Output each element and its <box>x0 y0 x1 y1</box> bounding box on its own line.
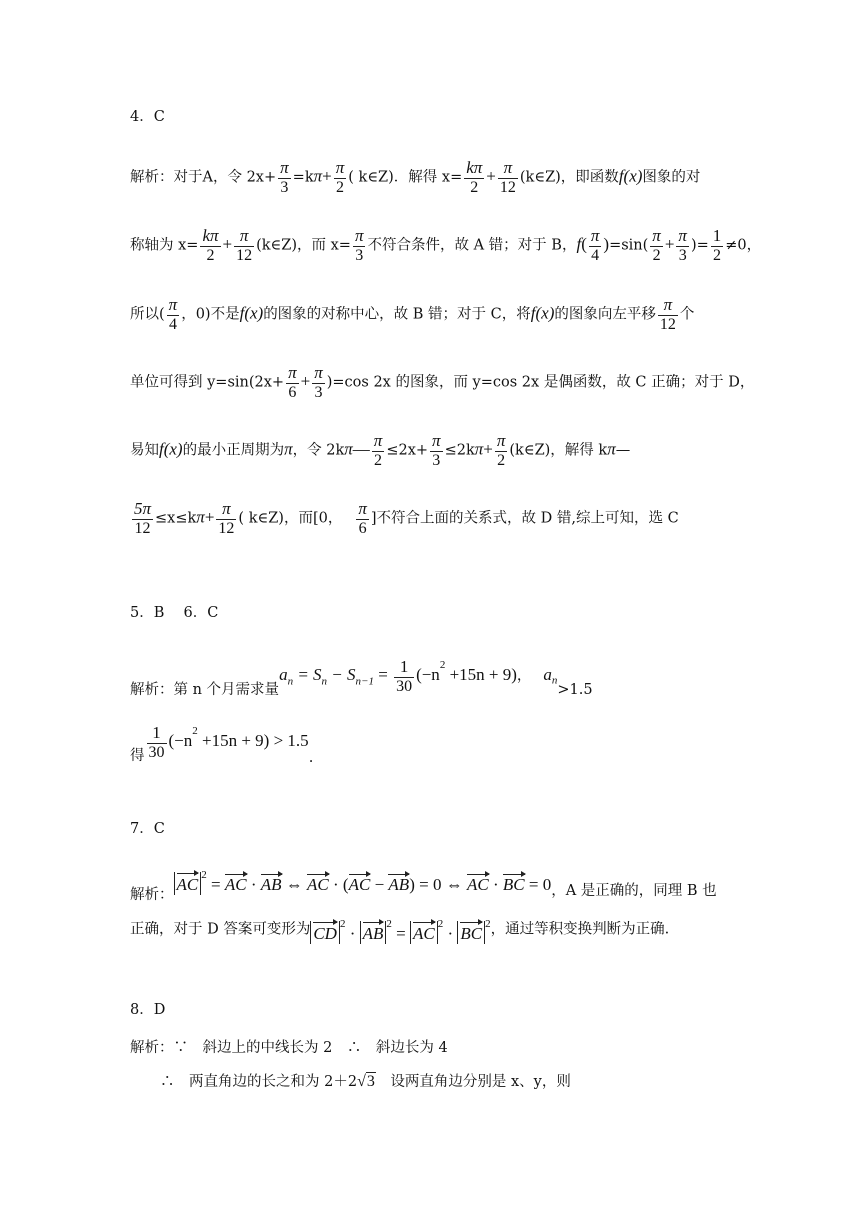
text: = S <box>293 665 322 684</box>
fraction <box>658 295 678 334</box>
denominator: 2 <box>334 178 347 197</box>
abs-bars <box>457 921 485 944</box>
numerator: π <box>354 226 364 245</box>
text: = 0 <box>524 875 552 894</box>
plus-sign: + <box>204 507 215 527</box>
q8-header: 8．D <box>130 1002 166 1018</box>
numerator: 5π <box>134 499 152 518</box>
exponent: 2 <box>192 725 198 737</box>
numerator: π <box>590 226 600 245</box>
exponent: 2 <box>437 918 444 930</box>
text: (k∈Z)，即函数 <box>519 169 619 186</box>
exponent: 2 <box>386 918 392 930</box>
q56-header: 5．B 6．C <box>130 605 219 621</box>
function-fx: f(x) <box>530 303 555 323</box>
text: =k <box>292 169 314 186</box>
denominator: 30 <box>148 743 165 761</box>
denominator: 6 <box>356 519 369 538</box>
function-fx: f(x) <box>159 439 183 459</box>
text: · <box>488 875 503 894</box>
pi-symbol: π <box>607 439 616 459</box>
text: ( k∈Z)．解得 x= <box>348 169 463 186</box>
text: · <box>328 875 343 894</box>
denominator: 2 <box>200 246 220 265</box>
text: =sin( <box>609 237 649 254</box>
fraction <box>200 226 220 265</box>
denominator: 3 <box>353 246 366 265</box>
denominator: 12 <box>132 519 153 538</box>
function-fx: f(x) <box>239 303 264 323</box>
denominator: 12 <box>499 179 516 196</box>
plus-sign: + <box>222 234 233 254</box>
text: − S <box>327 665 356 684</box>
numerator: kπ <box>466 158 483 177</box>
text: 设两直角边分别是 x、y，则 <box>375 1074 571 1090</box>
q7-header: 7．C <box>130 821 165 837</box>
fraction <box>372 431 385 470</box>
plus-sign: + <box>300 371 311 391</box>
var-a: a <box>279 665 288 684</box>
denominator: 2 <box>650 246 663 265</box>
numerator: π <box>663 295 673 314</box>
text: ， <box>516 667 532 684</box>
exponent: 2 <box>339 918 346 930</box>
fraction <box>589 226 602 265</box>
fraction <box>650 226 663 265</box>
denominator: 3 <box>312 383 325 402</box>
text: ，通过等积变换判断为正确. <box>490 921 670 938</box>
text: 正确，对于 D 答案可变形为 <box>130 921 311 938</box>
text: = <box>391 924 411 943</box>
q8-line-1: 解析：∵ 斜边上的中线长为 2 ∴ 斜边长为 4 <box>130 1040 448 1056</box>
text: 解析： <box>130 886 174 903</box>
var-a: a <box>543 664 552 684</box>
fraction <box>498 158 518 197</box>
text: 解析：对于A，令 2x+ <box>130 169 277 186</box>
fraction <box>394 657 414 696</box>
plus-sign: + <box>322 166 332 186</box>
denominator: 12 <box>218 520 235 537</box>
exponent: 2 <box>485 918 491 930</box>
q56-line-2 <box>130 722 313 767</box>
numerator: π <box>335 158 345 177</box>
pi-symbol: π <box>474 439 484 459</box>
fraction <box>353 226 366 265</box>
pi-symbol: π <box>313 166 323 186</box>
numerator: 1 <box>712 226 722 245</box>
fraction <box>430 431 443 470</box>
text: 所以( <box>130 306 165 323</box>
text: ≠0， <box>725 237 762 254</box>
text: = 0 <box>414 875 442 894</box>
text: ，0)不是 <box>181 306 240 323</box>
q4-header: 4．C <box>130 109 165 125</box>
text: )= <box>690 237 709 254</box>
le-sign: ≤ <box>444 442 457 459</box>
plus-sign: + <box>483 439 493 459</box>
numerator: π <box>358 499 367 518</box>
text: (k∈Z)，而 x= <box>256 237 351 254</box>
vector-ac: AC <box>348 875 371 894</box>
fraction <box>464 158 484 197</box>
fraction <box>132 499 153 538</box>
denominator: 12 <box>236 247 253 264</box>
numerator: π <box>678 226 687 245</box>
inequality-formula <box>145 722 309 762</box>
vector-ac: AC <box>224 875 247 894</box>
exponent: 2 <box>439 659 446 671</box>
q4-line-1 <box>130 158 700 197</box>
denominator: 2 <box>495 451 508 470</box>
text: ( k∈Z)，而[0， <box>238 510 343 527</box>
text: 的图象的对称中心，故 B 错；对于 C，将 <box>263 306 531 323</box>
vector-ab: AB <box>388 875 410 894</box>
radicand: 3 <box>366 1073 375 1090</box>
vector-ac: AC <box>413 921 435 944</box>
numerator: π <box>503 158 513 177</box>
vector-cd: CD <box>313 921 337 944</box>
function-fx: f(x) <box>618 166 643 186</box>
text: 图象的对 <box>642 169 701 186</box>
denominator: 2 <box>711 246 724 265</box>
iff-sign: ⇔ <box>441 875 467 894</box>
fraction <box>167 295 180 334</box>
text: 称轴为 x= <box>130 237 199 254</box>
q4-line-6 <box>130 499 679 538</box>
subscript: n−1 <box>355 675 374 688</box>
numerator: π <box>239 226 249 245</box>
numerator: π <box>288 363 297 382</box>
plus-sign: + <box>664 234 675 254</box>
text: >1.5 <box>557 681 593 698</box>
fraction <box>278 158 291 197</box>
subscript: n <box>287 675 294 688</box>
text: 的图象向左平移 <box>554 306 656 323</box>
q4-line-5 <box>130 431 630 470</box>
text: (−n <box>416 665 440 684</box>
text: 不符合条件，故 A 错；对于 B， <box>367 237 577 254</box>
fraction <box>334 158 347 197</box>
text: 得 <box>130 747 145 764</box>
pi-symbol: π <box>284 439 293 459</box>
denominator: 2 <box>372 451 385 470</box>
denominator: 3 <box>430 451 443 470</box>
denominator: 12 <box>659 316 676 333</box>
text: · <box>443 924 458 943</box>
fraction <box>216 499 236 538</box>
fraction <box>495 431 508 470</box>
fraction <box>711 226 724 265</box>
text: ，A 是正确的，同理 B 也 <box>551 882 717 899</box>
denominator: 3 <box>278 178 291 197</box>
vector-bc: BC <box>502 875 525 894</box>
q7-line-1 <box>130 866 717 904</box>
q7-line-2 <box>130 915 669 944</box>
text: · <box>345 924 360 943</box>
text: . <box>308 749 314 766</box>
text: ∴ 两直角边的长之和为 2＋2 <box>160 1074 358 1090</box>
numerator: π <box>280 158 289 177</box>
denominator: 4 <box>167 315 180 334</box>
text: = <box>206 875 225 894</box>
text: (k∈Z)，解得 k <box>509 442 608 459</box>
text: 2x+ <box>398 442 429 459</box>
denominator: 2 <box>464 178 484 197</box>
numerator: π <box>432 431 441 450</box>
vector-bc: BC <box>460 921 482 944</box>
fraction <box>234 226 254 265</box>
text: +15n + 9) > 1.5 <box>197 731 309 750</box>
denominator: 4 <box>589 246 602 265</box>
q8-line-2 <box>160 1073 571 1091</box>
fraction <box>312 363 325 402</box>
text: · <box>246 875 261 894</box>
text: ( <box>342 875 349 894</box>
numerator: π <box>652 226 661 245</box>
demand-formula <box>279 656 517 696</box>
q4-line-2: 称轴为 x= $\frac{k\pi}{2}$ + $\frac{\pi}{12}$ (k∈Z)，而 x= $\frac{\pi}{3}$ 不符合条件，故 A 错；对于 B，f( $\frac{\pi}{4}$ )=sin( $\frac{\pi}{2}$ + $\frac{\pi}{3}$ )= $\frac{1}{2}$ ≠0， <box>130 226 762 264</box>
vector-ab: AB <box>363 921 384 944</box>
text: ]不符合上面的关系式，故 D 错,综上可知，选 C <box>370 510 679 527</box>
text: )=cos 2x 的图象，而 y=cos 2x 是偶函数，故 C 正确；对于 D， <box>326 374 755 391</box>
denominator: 30 <box>396 677 413 695</box>
vector-ac: AC <box>307 875 329 894</box>
abs-bars <box>410 921 438 944</box>
fraction <box>676 226 689 265</box>
text: — <box>615 442 631 459</box>
vector-equality <box>310 915 490 944</box>
le-sign: ≤ <box>386 442 399 459</box>
numerator: π <box>373 431 383 450</box>
subscript: n <box>321 675 328 688</box>
text: − <box>370 875 389 894</box>
text: (−n <box>168 731 193 750</box>
abs-bars <box>360 921 387 944</box>
pi-symbol: π <box>344 439 353 459</box>
denominator: 6 <box>286 383 299 402</box>
text: 单位可得到 y=sin(2x+ <box>130 374 285 391</box>
function-f: f <box>576 234 582 254</box>
vector-ab: AB <box>260 875 282 894</box>
text: ≤x≤k <box>155 510 197 527</box>
q4-line-4 <box>130 363 754 402</box>
exponent: 2 <box>201 869 207 881</box>
pi-symbol: π <box>196 507 205 527</box>
vector-ac: AC <box>466 875 489 894</box>
fraction <box>356 499 369 538</box>
text: ) <box>409 875 415 894</box>
text: 2k <box>456 442 475 459</box>
text: 个 <box>679 306 695 323</box>
numerator: π <box>168 295 178 314</box>
text: +15n + 9) <box>445 665 517 684</box>
q56-line-1 <box>130 656 593 699</box>
iff-sign: ⇔ <box>281 875 308 894</box>
text: = <box>373 665 393 684</box>
numerator: π <box>222 499 231 518</box>
abs-bars <box>310 921 340 944</box>
text: ，令 2k <box>292 442 345 459</box>
plus-sign: + <box>486 166 496 186</box>
abs-bars <box>174 872 202 895</box>
vector-ac: AC <box>177 872 199 895</box>
text: 易知 <box>130 442 159 459</box>
denominator: 3 <box>676 246 689 265</box>
text: 解析：第 n 个月需求量 <box>130 681 280 698</box>
minus-sign: — <box>352 439 370 459</box>
numerator: 1 <box>399 656 409 676</box>
sqrt: √3 <box>357 1073 375 1090</box>
vector-identity <box>174 866 552 895</box>
fraction <box>147 723 167 762</box>
numerator: π <box>314 363 323 382</box>
numerator: kπ <box>202 226 219 245</box>
fraction <box>286 363 299 402</box>
subscript: n <box>551 674 558 687</box>
text: 的最小正周期为 <box>182 442 285 459</box>
numerator: 1 <box>152 722 161 742</box>
q4-line-3 <box>130 295 694 334</box>
numerator: π <box>496 431 506 450</box>
